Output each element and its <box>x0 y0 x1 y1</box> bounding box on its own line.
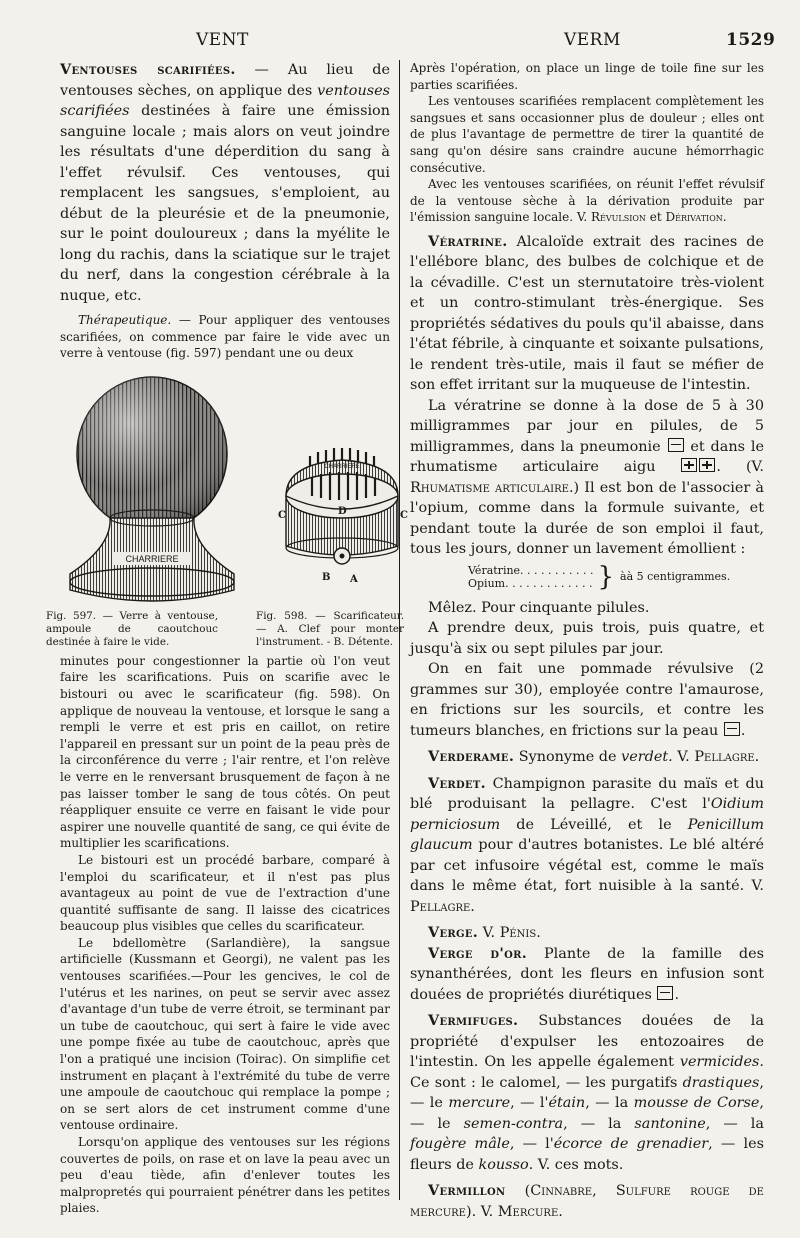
text-run: V. <box>672 749 695 766</box>
figures-597-598 <box>60 368 408 608</box>
entry-vermifuges <box>410 1011 764 1175</box>
scarificator-maker-mark: CHARRIERE <box>324 463 360 470</box>
paragraph-apres-operation: Après l'opération, on place un linge de toile fine sur les parties scarifiées. <box>410 61 764 92</box>
text-run: . (V. <box>716 459 765 476</box>
headword: Verdet. <box>428 774 486 792</box>
entry-veratrine <box>410 232 764 396</box>
cupping-glass-figure <box>70 377 234 601</box>
text-run: Synonyme de <box>514 749 622 766</box>
headword: Verderame. <box>428 748 515 766</box>
label-a: A <box>350 573 358 585</box>
italic-run: vermicides. <box>679 1054 764 1071</box>
caption-fig-598: Fig. 598. — Scarificateur. — A. Clef pour monter l'instrument. - B. Détente. <box>256 609 404 648</box>
headword: Verge d'or. <box>428 944 528 962</box>
italic-run: Thérapeutique. <box>78 313 172 327</box>
text-run: ) Il est bon de l'associer à l'opium, comme dans la formule suivante, et pendant toute la durée de son emploi il faut, tous les jours, donner un lavement émollient : <box>410 479 764 558</box>
paragraph-poils: Lorsqu'on applique des ventouses sur les régions couvertes de poils, on rase et on lave la peau avec un peu d'eau tiède, afin d'enlever toutes les malpropretés qui pourraient pénétrer dans les petites plaies. <box>60 1135 390 1216</box>
left-column <box>46 60 408 1217</box>
paragraph-bdellometre: Le bdellomètre (Sarlandière), la sangsue artificielle (Kussmann et Georgi), ne valent pas les ventouses scarifiées.—Pour les gencives, le col de l'utérus et les narines, on peut se servir avec assez d'avantage d'un tube de verre étroit, se terminant par un tube de caoutchouc, qui sert à faire le vide avec une pompe fixée au tube de caoutchouc, après que l'on a pratiqué une incision (Toirac). On simplifie cet instrument en plaçant à l'extrémité du tube de verre une ampoule de caoutchouc qui remplace la pompe ; on se sert alors de cet instrument comme d'une ventouse ordinaire. <box>60 935 390 1133</box>
cup-maker-mark: CHARRIERE <box>125 553 179 564</box>
cross-reference: Pénis. <box>499 925 541 942</box>
text-run: , — le <box>410 1095 764 1132</box>
headword: Vermifuges. <box>428 1012 519 1030</box>
headword: Verge. <box>428 924 479 942</box>
formula-line: Opium. . . . . . . . . . . . . <box>468 576 593 590</box>
paragraph-therapeutique <box>60 312 390 362</box>
figure-illustration <box>42 368 408 608</box>
headword: Ventouses scarifiées. <box>60 61 236 78</box>
label-d: D <box>338 505 347 517</box>
italic-run: santonine <box>634 1115 706 1132</box>
italic-run: verdet. <box>621 749 673 766</box>
text-run: , — le <box>410 1074 764 1112</box>
header-left-word: VENT <box>196 30 249 50</box>
plus-box-icon <box>699 458 715 472</box>
text-run: , — les fleurs de <box>410 1136 764 1173</box>
text-run: , — l' <box>510 1095 549 1112</box>
cross-reference: Mercure. <box>497 1203 563 1220</box>
entry-vermillon <box>410 1181 764 1222</box>
entry-verge-d-or <box>410 944 764 1006</box>
italic-run: drastiques <box>682 1074 760 1091</box>
italic-run: semen-contra <box>463 1115 564 1132</box>
paragraph-melez: Mêlez. Pour cinquante pilules. <box>428 599 650 616</box>
text-run: Plante de la famille des synanthérées, dont les fleurs en infusion sont douées de propriétés diurétiques <box>410 945 764 1003</box>
prescription-formula <box>468 561 764 592</box>
text-run: Substances douées de la propriété d'expulser les entozoaires de l'intestin. On les appelle également <box>410 1013 764 1071</box>
text-run: . <box>674 986 680 1003</box>
cross-reference: Pellagre. <box>410 898 475 915</box>
entry-verderame <box>410 747 764 768</box>
italic-run: kousso <box>478 1156 529 1173</box>
text-run: . <box>722 210 727 225</box>
text-run: La vératrine se donne à la dose de 5 à 30 milligrammes par jour en pilules, de 5 milligrammes, dans la pneumonie <box>410 397 764 455</box>
running-header <box>0 30 800 52</box>
minus-box-icon <box>724 722 740 736</box>
text-run: pour d'autres botanistes. Le blé altéré par cet infusoire végétal est, comme le maïs dans le même état, fort nuisible à la santé. V. <box>410 837 764 895</box>
text-run: — Au lieu de ventouses sèches, on applique des <box>60 62 390 99</box>
formula-dose: àà 5 centigrammes. <box>620 570 731 584</box>
italic-run: Penicillum glaucum <box>410 816 764 854</box>
text-run: Alcaloïde extrait des racines de l'ellébore blanc, des bulbes de colchique et de la cévadille. C'est un sternutatoire très-violent et un contro-stimulant très-énergique. Ses propriétés sédatives du pouls qu'il abaisse, dans l'état fébrile, à cinquante et soixante pulsations, le rendent très-utile, mais il faut se méfier de son effet irritant sur la muqueuse de l'intestin. <box>410 233 764 394</box>
scarificator-figure <box>278 448 408 585</box>
plus-box-icon <box>681 458 697 472</box>
text-run: On en fait une pommade révulsive (2 grammes sur 30), employée contre l'amaurose, en frictions sur les sourcils, et contre les tumeurs blanches, en frictions sur la peau <box>410 661 764 739</box>
cross-reference: Pellagre. <box>694 749 760 766</box>
italic-run: Oidium perniciosum <box>410 796 764 833</box>
italic-run: étain <box>548 1095 586 1112</box>
paragraph-bistouri: Le bistouri est un procédé barbare, comparé à l'emploi du scarificateur, et il n'est pas plus avantageux au point de vue de l'extraction d'une quantité suffisante de sang. Il laisse des cicatrices beaucoup plus visibles que celles du scarificateur. <box>60 852 390 934</box>
text-run: Champignon parasite du maïs et du blé produisant la pellagre. C'est l' <box>410 775 764 813</box>
entry-verge <box>410 923 764 944</box>
text-run: Ce sont : le calomel, — les purgatifs <box>410 1074 683 1091</box>
text-run: — Pour appliquer des ventouses scarifiées, on commence par faire le vide avec un verre à ventouse (fig. 597) pendant une ou deux <box>60 313 390 361</box>
right-column <box>410 60 764 1222</box>
text-run: ). V. <box>465 1203 498 1220</box>
label-b: B <box>322 571 331 583</box>
text-run: et dans le rhumatisme articulaire aigu <box>410 438 764 476</box>
paragraph-revulsif <box>410 176 764 226</box>
headword: Vermillon <box>428 1182 506 1200</box>
page-number: 1529 <box>726 30 776 50</box>
paragraph-remplacent: Les ventouses scarifiées remplacent complètement les sangsues et sans occasionner plus de douleur ; elles ont de plus l'avantage de permettre de tirer la quantité de sang qu'on désire sans craindre aucune hémorrhagic consécutive. <box>410 94 764 175</box>
cross-reference: Dérivation <box>665 210 723 225</box>
label-c-left: C <box>278 509 286 521</box>
formula-ingredients <box>468 564 593 590</box>
text-run: V. <box>478 925 500 942</box>
text-run: , — la <box>705 1115 764 1132</box>
italic-run: mousse de Corse <box>633 1095 760 1112</box>
text-run: . <box>740 722 746 739</box>
minus-box-icon <box>668 438 684 452</box>
paragraph-veratrine-dose <box>410 396 764 560</box>
text-run: . V. ces mots. <box>528 1156 624 1173</box>
italic-run: mercure <box>448 1095 511 1112</box>
paragraph-procedure: minutes pour congestionner la partie où l'on veut faire les scarifications. Puis on scarifie avec le bistouri ou avec le scarificateur (fig. 598). On applique de nouveau la ventouse, et lorsque le sang a rempli le verre et est pris en caillot, on retire l'appareil en pressant sur un point de la peau près de la circonférence du verre ; l'air rentre, et l'on relève le verre en le renversant brusquement de façon à ne pas laisser tomber le sang de tous côtés. On peut réappliquer ensuite ce verre en faisant le vide pour aspirer une nouvelle quantité de sang, ce qui évite de multiplier les scarifications. <box>60 653 390 851</box>
text-run: Avec les ventouses scarifiées, on réunit l'effet révulsif de la ventouse sèche à la dérivation produite par l'émission sanguine locale. V. <box>410 177 764 225</box>
header-middle-word: VERM <box>564 30 621 50</box>
label-c-right: C <box>400 509 408 521</box>
paragraph-pommade <box>410 659 764 741</box>
formula-line: Vératrine. . . . . . . . . . . <box>468 563 594 577</box>
text-run: ( <box>505 1183 531 1200</box>
paragraph-prendre: A prendre deux, puis trois, puis quatre, et jusqu'à six ou sept pilules par jour. <box>410 620 764 657</box>
text-run: , — la <box>563 1115 635 1132</box>
minus-box-icon <box>657 986 673 1000</box>
text-run: destinées à faire une émission sanguine locale ; mais alors on veut joindre les résultats d'une déperdition du sang à l'effet révulsif. Ces ventouses, qui remplacent les sangsues, s'emploient, au début de la pleurésie et de la pneumonie, sur le point douloureux ; dans la myélite le long du rachis, dans la sciatique sur le trajet du nerf, dans la congestion cérébrale à la nuque, etc. <box>60 103 390 304</box>
text-run: , — la <box>585 1095 634 1112</box>
italic-run: fougère mâle <box>410 1136 510 1153</box>
text-run: , — l' <box>509 1136 554 1153</box>
entry-ventouses-scarifiees <box>60 60 390 306</box>
headword: Vératrine. <box>428 232 508 250</box>
italic-run: écorce de grenadier <box>553 1136 709 1153</box>
brace-icon: } <box>597 561 615 592</box>
entry-verdet <box>410 774 764 918</box>
text-run: et <box>645 210 666 225</box>
text-run: de Léveillé, et le <box>500 816 688 833</box>
italic-run: ventouses scarifiées <box>60 82 390 119</box>
cross-reference: Rhumatisme articulaire. <box>410 479 574 496</box>
cross-reference: Cinnabre, Sulfure rouge de mercure <box>410 1183 764 1220</box>
cross-reference: Révulsion <box>591 210 646 225</box>
figure-captions <box>46 610 404 649</box>
caption-fig-597: Fig. 597. — Verre à ventouse, ampoule de caoutchouc destinée à faire le vide. <box>46 609 218 648</box>
